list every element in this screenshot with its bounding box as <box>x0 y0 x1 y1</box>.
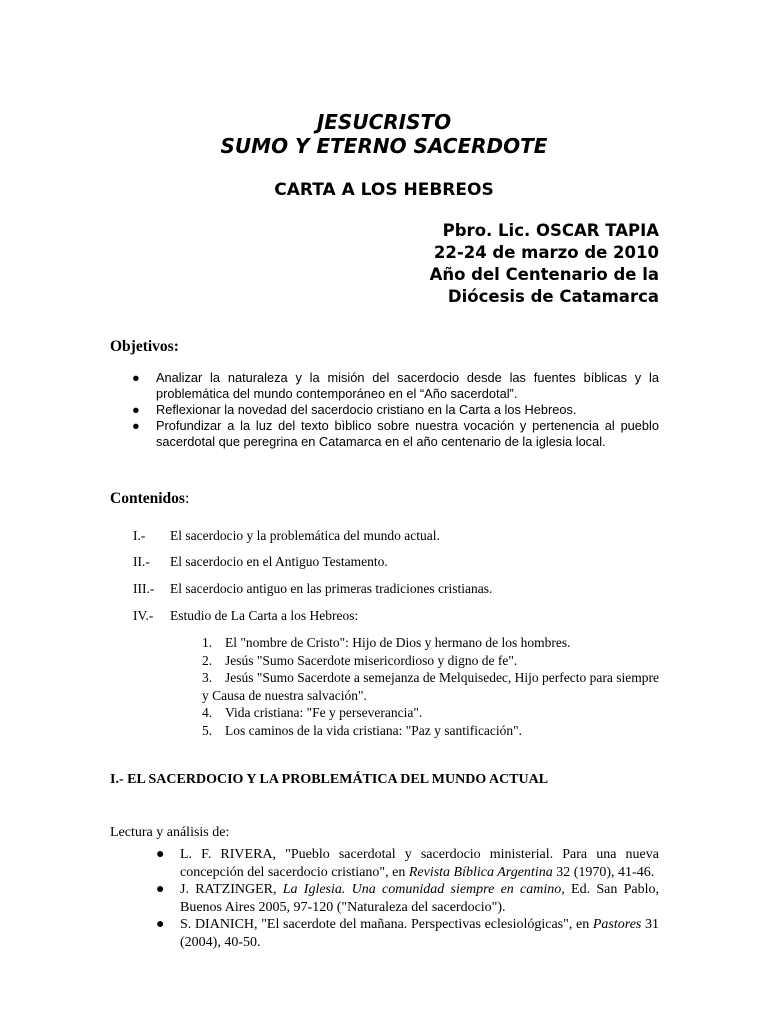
author-name: Pbro. Lic. OSCAR TAPIA <box>442 221 659 240</box>
bullet-icon: ● <box>132 418 140 433</box>
list-item: I.- El sacerdocio y la problemática del mundo actual. <box>133 528 440 543</box>
document-subtitle: CARTA A LOS HEBREOS <box>274 180 494 200</box>
list-item: III.- El sacerdocio antiguo en las primeras tradiciones cristianas. <box>133 581 493 596</box>
title-line-2: SUMO Y ETERNO SACERDOTE <box>220 134 548 158</box>
list-item: 2. Jesús "Sumo Sacerdote misericordioso y digno de fe". <box>202 652 518 668</box>
reference-item: ● S. DIANICH, "El sacerdote del mañana. Perspectivas eclesiológicas", en Pastores 31 (2004), 40-50. <box>156 917 660 950</box>
author-line-3: Año del Centenario de la <box>429 265 659 284</box>
author-line-4: Diócesis de Catamarca <box>447 287 659 306</box>
list-item: IV.- Estudio de La Carta a los Hebreos: <box>133 608 359 623</box>
hebreos-sublist <box>202 634 659 739</box>
lectura-intro: Lectura y análisis de: <box>110 825 230 840</box>
objetivos-list <box>110 370 659 450</box>
document-title <box>0 110 768 158</box>
author-block <box>430 220 659 308</box>
contenidos-heading: Contenidos: <box>110 490 190 507</box>
list-item: 4. Vida cristiana: "Fe y perseverancia". <box>202 705 423 720</box>
bullet-icon: ● <box>156 917 165 932</box>
list-item: 1. El "nombre de Cristo": Hijo de Dios y hermano de los hombres. <box>202 635 571 650</box>
list-item: II.- El sacerdocio en el Antiguo Testamento. <box>133 554 388 569</box>
bullet-icon: ● <box>132 370 140 385</box>
list-item: ● Profundizar a la luz del texto bìblico sobre nuestra vocación y pertenencia al pueblo sacerdotal que peregrina en Catamarca en el año centenario de la iglesia local. <box>132 418 659 449</box>
list-item: ● Reflexionar la novedad del sacerdocio cristiano en la Carta a los Hebreos. <box>132 402 577 417</box>
section-heading: I.- EL SACERDOCIO Y LA PROBLEMÁTICA DEL MUNDO ACTUAL <box>110 772 549 787</box>
references-list <box>110 846 659 951</box>
list-item: 3. Jesús "Sumo Sacerdote a semejanza de Melquisedec, Hijo perfecto para siempre y Causa de nuestra salvación". <box>202 670 659 703</box>
reference-item: ● L. F. RIVERA, "Pueblo sacerdotal y sacerdocio ministerial. Para una nueva concepción del sacerdocio cristiano", en Revista Bíblica Argentina 32 (1970), 41-46. <box>156 847 659 880</box>
bullet-icon: ● <box>156 882 165 897</box>
bullet-icon: ● <box>132 402 140 417</box>
bullet-icon: ● <box>156 847 165 862</box>
list-item: 5. Los caminos de la vida cristiana: "Paz y santificación". <box>202 722 523 738</box>
objetivos-heading: Objetivos: <box>110 338 179 355</box>
author-date: 22-24 de marzo de 2010 <box>433 243 659 262</box>
reference-item: ● J. RATZINGER, La Iglesia. Una comunidad siempre en camino, Ed. San Pablo, Buenos Aires 2005, 97-120 ("Naturaleza del sacerdocio"). <box>156 882 659 915</box>
list-item: ● Analizar la naturaleza y la misión del sacerdocio desde las fuentes bíblicas y la problemática del mundo contemporáneo en el “Año sacerdotal”. <box>132 370 659 401</box>
title-line-1: JESUCRISTO <box>316 110 452 134</box>
